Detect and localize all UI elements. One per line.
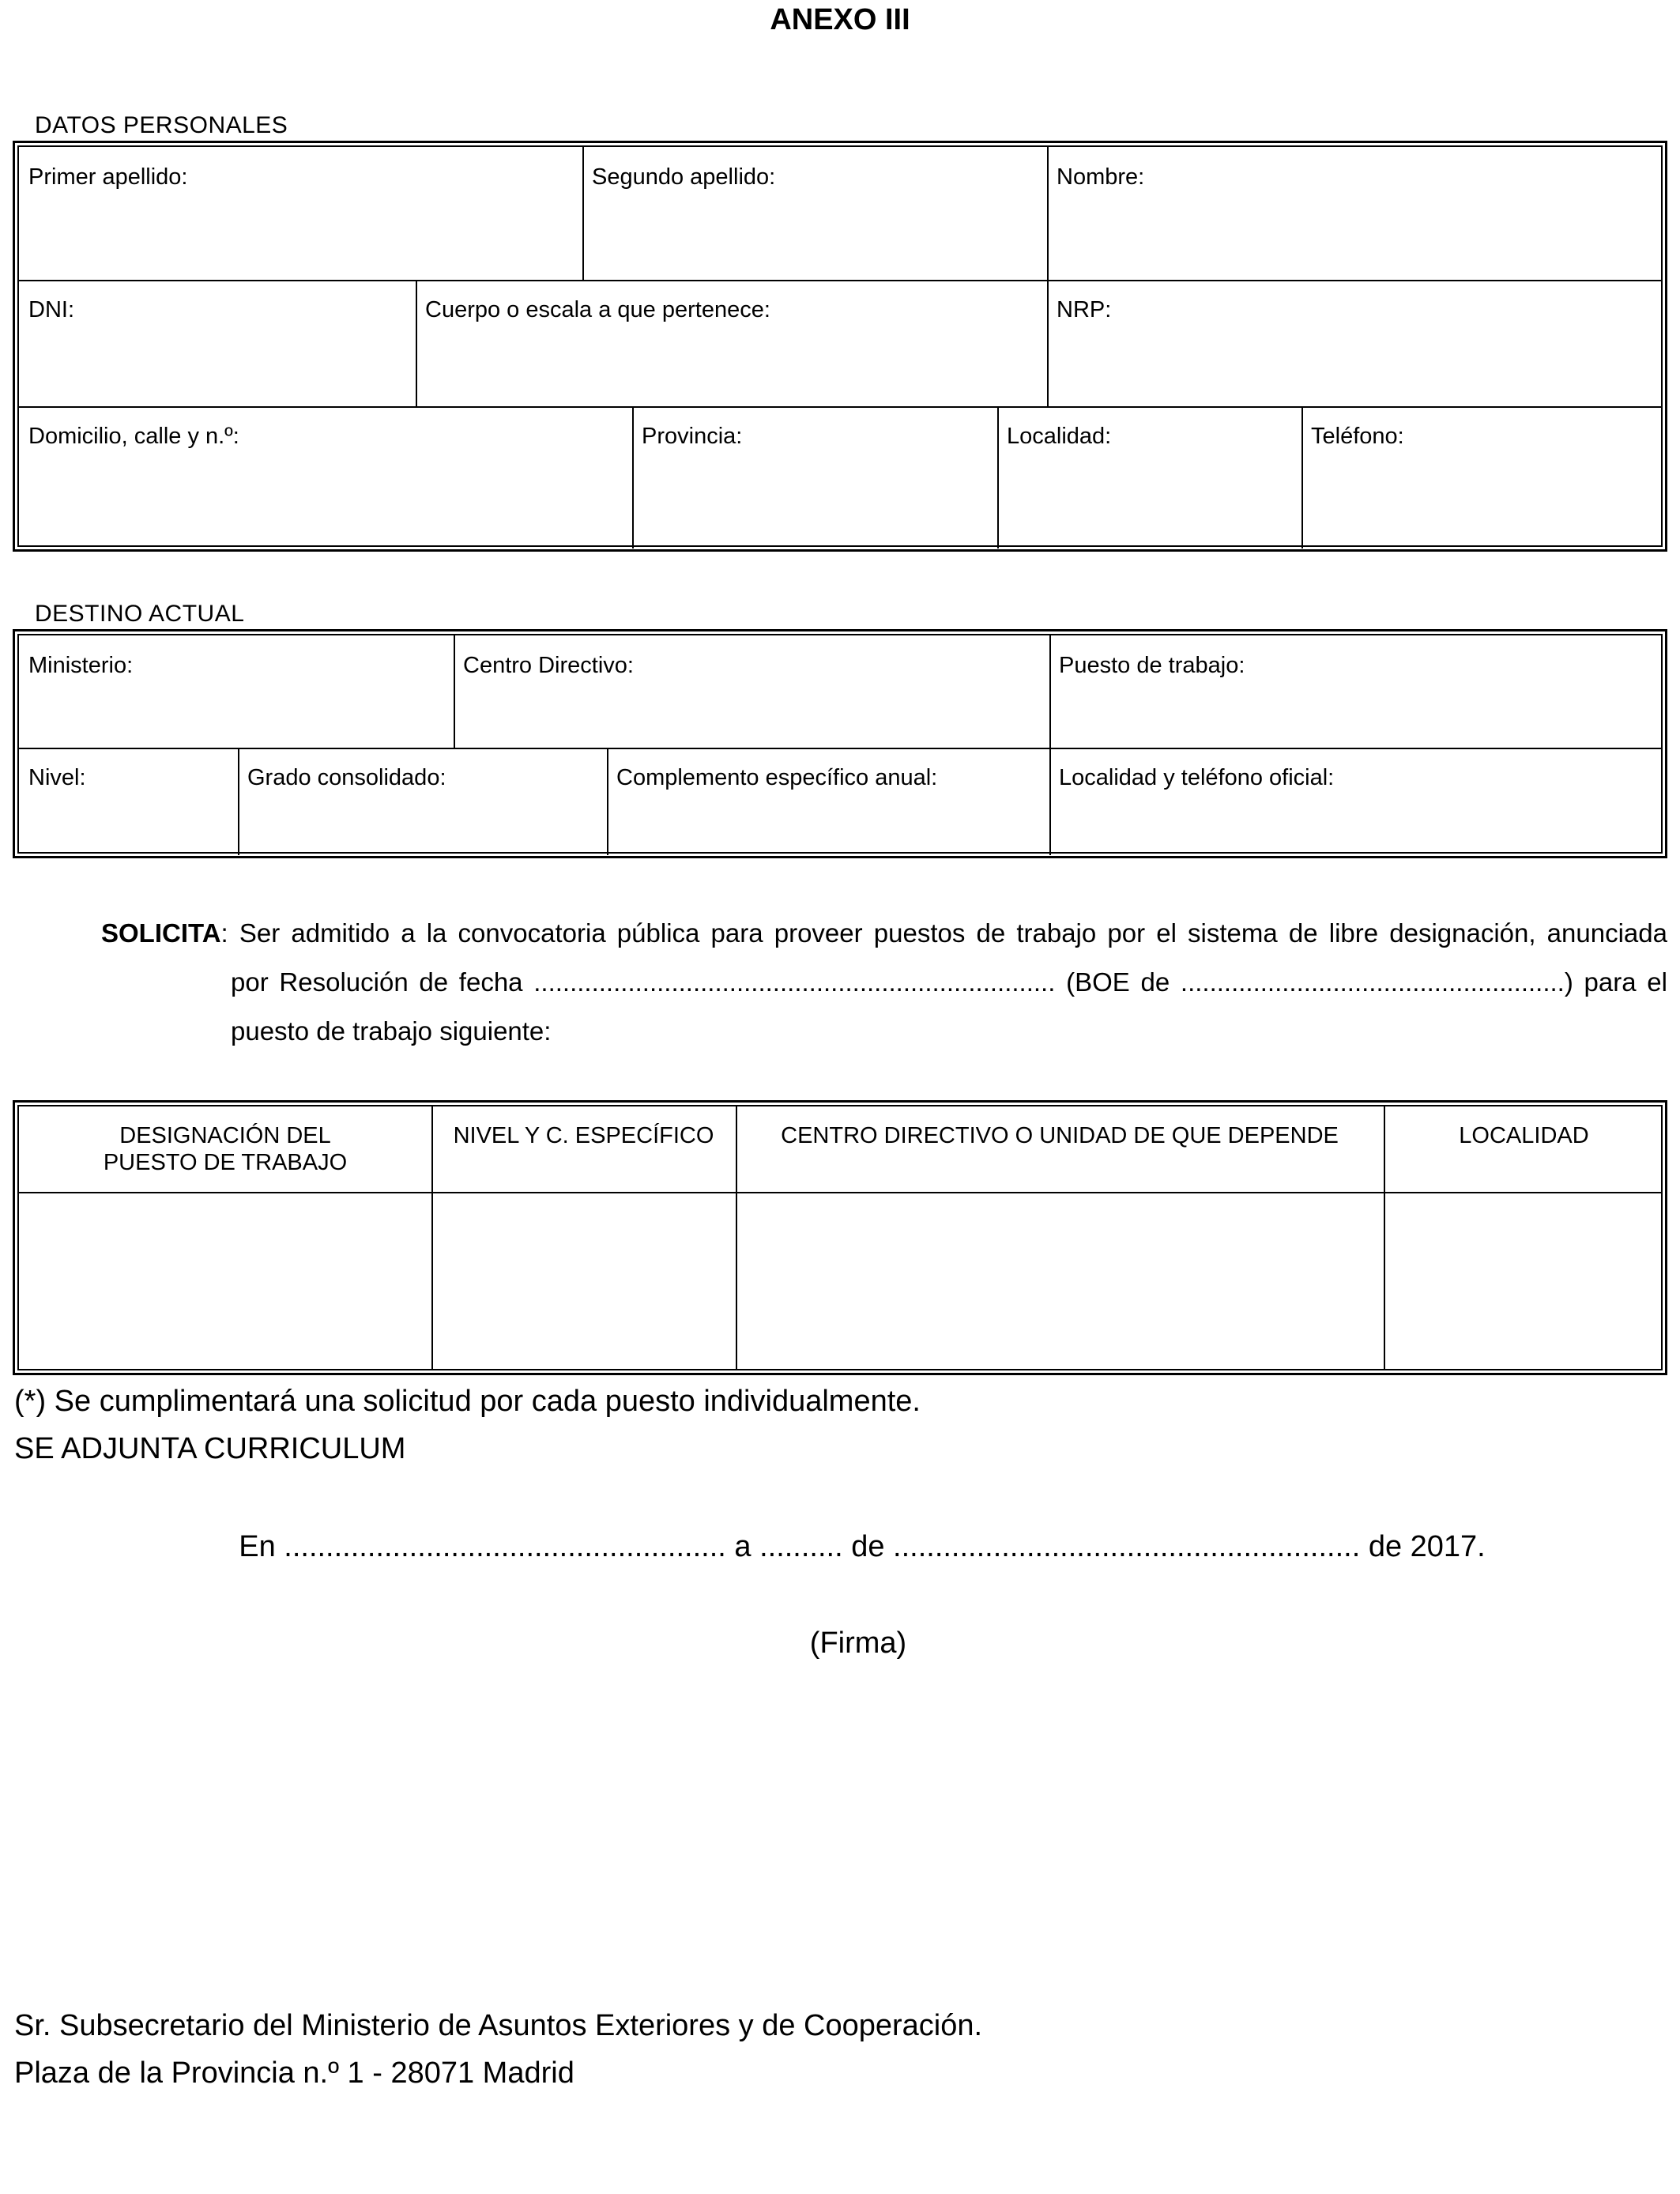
solicita-line-1 — [101, 909, 1667, 958]
nombre-field[interactable] — [1047, 147, 1664, 280]
th-designacion-line-2: PUESTO DE TRABAJO — [103, 1150, 348, 1175]
centro-directivo-label: Centro Directivo: — [463, 653, 634, 678]
complemento-field[interactable] — [607, 748, 1049, 855]
ministerio-label: Ministerio: — [28, 653, 134, 678]
datos-personales-box — [13, 141, 1667, 552]
destino-actual-label: DESTINO ACTUAL — [35, 601, 245, 627]
complemento-label: Complemento específico anual: — [616, 765, 938, 790]
cuerpo-field[interactable] — [416, 280, 1047, 406]
puesto-trabajo-field[interactable] — [1049, 635, 1664, 748]
centro-directivo-field[interactable] — [454, 635, 1049, 748]
fecha-line: En ..................................................... a .......... de ........................................................ de 2017. — [239, 1530, 1486, 1563]
localidad-field[interactable] — [997, 406, 1301, 548]
grado-label: Grado consolidado: — [247, 765, 446, 790]
ministerio-field[interactable] — [19, 635, 454, 748]
puesto-table — [13, 1100, 1667, 1375]
domicilio-field[interactable] — [19, 406, 632, 548]
note-solicitud: (*) Se cumplimentará una solicitud por cada puesto individualmente. — [14, 1385, 921, 1418]
cell-designacion[interactable] — [19, 1192, 431, 1372]
localidad-label: Localidad: — [1007, 424, 1112, 449]
primer-apellido-field[interactable] — [19, 147, 582, 280]
nrp-label: NRP: — [1057, 297, 1112, 322]
telefono-label: Teléfono: — [1311, 424, 1404, 449]
provincia-field[interactable] — [632, 406, 997, 548]
dni-field[interactable] — [19, 280, 416, 406]
puesto-table-grid — [17, 1105, 1663, 1370]
domicilio-label: Domicilio, calle y n.º: — [28, 424, 239, 449]
th-nivel: NIVEL Y C. ESPECÍFICO — [453, 1123, 714, 1148]
nombre-label: Nombre: — [1057, 164, 1145, 190]
primer-apellido-label: Primer apellido: — [28, 164, 188, 190]
puesto-trabajo-label: Puesto de trabajo: — [1059, 653, 1245, 678]
firma-label: (Firma) — [809, 1627, 907, 1660]
cell-centro-directivo[interactable] — [736, 1192, 1384, 1372]
footer-addressee: Sr. Subsecretario del Ministerio de Asuntos Exteriores y de Cooperación. — [14, 2009, 983, 2042]
segundo-apellido-label: Segundo apellido: — [592, 164, 776, 190]
nrp-field[interactable] — [1047, 280, 1664, 406]
nivel-field[interactable] — [19, 748, 238, 855]
note-curriculum: SE ADJUNTA CURRICULUM — [14, 1432, 406, 1465]
nivel-label: Nivel: — [28, 765, 86, 790]
cell-localidad[interactable] — [1384, 1192, 1664, 1372]
datos-personales-label: DATOS PERSONALES — [35, 112, 288, 138]
solicita-text-1: : Ser admitido a la convocatoria pública para proveer puestos de trabajo por el sistema de libre designación, anunciada — [220, 918, 1667, 948]
cell-nivel[interactable] — [431, 1192, 736, 1372]
th-designacion-line-1: DESIGNACIÓN DEL — [119, 1123, 331, 1148]
provincia-label: Provincia: — [642, 424, 743, 449]
telefono-field[interactable] — [1301, 406, 1664, 548]
th-localidad: LOCALIDAD — [1459, 1123, 1589, 1148]
document-title: ANEXO III — [770, 3, 910, 36]
grado-field[interactable] — [238, 748, 607, 855]
datos-personales-grid — [17, 145, 1663, 547]
th-centro-directivo: CENTRO DIRECTIVO O UNIDAD DE QUE DEPENDE — [781, 1123, 1339, 1148]
cuerpo-label: Cuerpo o escala a que pertenece: — [425, 297, 770, 322]
segundo-apellido-field[interactable] — [582, 147, 1047, 280]
localidad-telefono-field[interactable] — [1049, 748, 1664, 855]
solicita-keyword: SOLICITA — [101, 918, 221, 948]
localidad-telefono-label: Localidad y teléfono oficial: — [1059, 765, 1335, 790]
solicita-line-2: por Resolución de fecha ........................................................................ (BOE de .....................................................) para el — [231, 967, 1667, 997]
destino-actual-box — [13, 629, 1667, 858]
dni-label: DNI: — [28, 297, 74, 322]
th-designacion — [19, 1122, 431, 1176]
destino-actual-grid — [17, 634, 1663, 854]
solicita-paragraph — [101, 909, 1667, 1056]
footer-address: Plaza de la Provincia n.º 1 - 28071 Madrid — [14, 2056, 574, 2090]
solicita-line-3: puesto de trabajo siguiente: — [231, 1016, 552, 1046]
